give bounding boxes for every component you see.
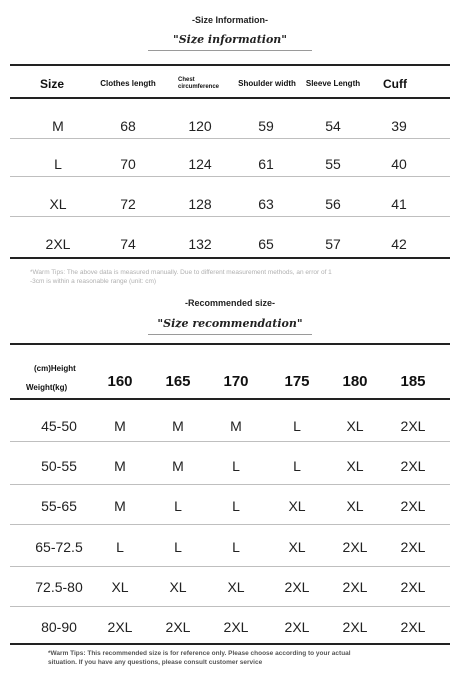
header-bottom-rule bbox=[10, 97, 450, 99]
row-divider bbox=[10, 484, 450, 485]
size-cell: 42 bbox=[391, 236, 407, 252]
recommend-cell: XL bbox=[288, 539, 306, 555]
size-cell: 40 bbox=[391, 156, 407, 172]
size-cell: 56 bbox=[325, 196, 341, 212]
header-chest-line2: circumference bbox=[178, 84, 220, 90]
size-cell: 72 bbox=[120, 196, 136, 212]
table-bottom-rule bbox=[10, 257, 450, 259]
row-divider bbox=[10, 216, 450, 217]
size-cell: 68 bbox=[120, 118, 136, 134]
size-cell: L bbox=[54, 156, 62, 172]
size-info-tip-line2: -3cm is within a reasonable range (unit: cm) bbox=[30, 278, 157, 285]
row-divider bbox=[10, 441, 450, 442]
corner-weight: Weight(kg) bbox=[26, 383, 68, 392]
recommend-tip bbox=[48, 649, 428, 667]
size-cell: M bbox=[52, 118, 64, 134]
recommend-bottom-rule bbox=[10, 643, 450, 645]
recommend-cell: 2XL bbox=[342, 579, 368, 595]
recommend-header-rule bbox=[10, 398, 450, 400]
row-divider bbox=[10, 606, 450, 607]
size-cell: 41 bbox=[391, 196, 407, 212]
height-header: 160 bbox=[107, 373, 133, 390]
height-header: 175 bbox=[284, 373, 310, 390]
recommend-tip-line2: situation. If you have any questions, please consult customer service bbox=[48, 659, 263, 666]
recommend-cell: M bbox=[114, 498, 126, 514]
weight-cell: 80-90 bbox=[41, 619, 77, 635]
recommend-cell: 2XL bbox=[400, 619, 426, 635]
recommend-cell: 2XL bbox=[400, 539, 426, 555]
row-divider bbox=[10, 138, 450, 139]
size-cell: 128 bbox=[188, 196, 212, 212]
recommend-cell: L bbox=[174, 498, 182, 514]
recommend-cell: L bbox=[174, 539, 182, 555]
size-cell: 57 bbox=[325, 236, 341, 252]
size-cell: 54 bbox=[325, 118, 341, 134]
weight-cell: 50-55 bbox=[41, 458, 77, 474]
row-divider bbox=[10, 524, 450, 525]
row-divider bbox=[10, 566, 450, 567]
size-cell: 55 bbox=[325, 156, 341, 172]
header-shoulder-width: Shoulder width bbox=[238, 79, 296, 88]
recommend-cell: 2XL bbox=[400, 418, 426, 434]
recommend-cell: M bbox=[172, 418, 184, 434]
recommend-cell: L bbox=[116, 539, 124, 555]
recommend-cell: XL bbox=[346, 418, 364, 434]
recommend-cell: XL bbox=[169, 579, 187, 595]
header-clothes-length: Clothes length bbox=[100, 79, 156, 88]
recommend-title-underline bbox=[148, 334, 312, 335]
recommend-cell: M bbox=[114, 418, 126, 434]
recommend-tip-line1: *Warm Tips: This recommended size is for reference only. Please choose according to your actual bbox=[48, 650, 351, 657]
size-cell: XL bbox=[49, 196, 67, 212]
height-header: 180 bbox=[342, 373, 368, 390]
recommend-cell: M bbox=[172, 458, 184, 474]
recommend-cell: XL bbox=[288, 498, 306, 514]
weight-cell: 45-50 bbox=[41, 418, 77, 434]
size-cell: 65 bbox=[258, 236, 274, 252]
recommend-cell: 2XL bbox=[400, 498, 426, 514]
recommend-cell: XL bbox=[346, 498, 364, 514]
size-cell: 2XL bbox=[45, 236, 71, 252]
recommend-cell: L bbox=[232, 458, 240, 474]
recommend-top-rule bbox=[10, 343, 450, 345]
recommend-cell: XL bbox=[346, 458, 364, 474]
recommend-cell: L bbox=[293, 458, 301, 474]
height-header: 170 bbox=[223, 373, 249, 390]
height-header: 165 bbox=[165, 373, 191, 390]
header-sleeve-length: Sleeve Length bbox=[305, 79, 361, 88]
size-info-tip-line1: The above data is measured manually. Due to different measurement methods, an error of 1 bbox=[65, 269, 332, 276]
recommend-cell: 2XL bbox=[284, 619, 310, 635]
recommend-cell: M bbox=[230, 418, 242, 434]
corner-height: (cm)Height bbox=[34, 364, 76, 373]
size-cell: 63 bbox=[258, 196, 274, 212]
size-cell: 61 bbox=[258, 156, 274, 172]
weight-cell: 55-65 bbox=[41, 498, 77, 514]
size-cell: 120 bbox=[188, 118, 212, 134]
size-info-tip bbox=[30, 268, 430, 286]
size-cell: 39 bbox=[391, 118, 407, 134]
weight-cell: 65-72.5 bbox=[35, 539, 83, 555]
size-cell: 74 bbox=[120, 236, 136, 252]
size-info-tip-prefix: *Warm Tips: bbox=[30, 269, 66, 276]
recommend-cell: 2XL bbox=[400, 458, 426, 474]
recommend-cell: M bbox=[114, 458, 126, 474]
recommend-cell: 2XL bbox=[342, 539, 368, 555]
header-size: Size bbox=[39, 77, 64, 91]
recommend-cell: XL bbox=[227, 579, 245, 595]
recommend-cell: 2XL bbox=[223, 619, 249, 635]
recommend-title: "Size recommendation" bbox=[157, 317, 303, 330]
recommend-cell: XL bbox=[111, 579, 129, 595]
size-info-title: "Size information" bbox=[172, 33, 288, 46]
size-cell: 124 bbox=[188, 156, 212, 172]
recommend-cell: L bbox=[293, 418, 301, 434]
table-top-rule bbox=[10, 64, 450, 66]
size-cell: 70 bbox=[120, 156, 136, 172]
recommend-cell: L bbox=[232, 539, 240, 555]
recommend-cell: 2XL bbox=[400, 579, 426, 595]
title-underline bbox=[148, 50, 312, 51]
header-chest-line1: Chest bbox=[178, 77, 195, 83]
recommend-cell: 2XL bbox=[107, 619, 133, 635]
weight-cell: 72.5-80 bbox=[35, 579, 83, 595]
recommend-cell: 2XL bbox=[342, 619, 368, 635]
size-cell: 132 bbox=[188, 236, 212, 252]
row-divider bbox=[10, 176, 450, 177]
recommend-cell: 2XL bbox=[165, 619, 191, 635]
recommend-cell: 2XL bbox=[284, 579, 310, 595]
recommend-cell: L bbox=[232, 498, 240, 514]
recommend-label: -Recommended size- bbox=[184, 298, 276, 308]
header-chest-circumference bbox=[178, 77, 238, 91]
height-header: 185 bbox=[400, 373, 426, 390]
size-cell: 59 bbox=[258, 118, 274, 134]
header-cuff: Cuff bbox=[383, 77, 407, 91]
size-info-label: -Size Information- bbox=[192, 15, 268, 25]
